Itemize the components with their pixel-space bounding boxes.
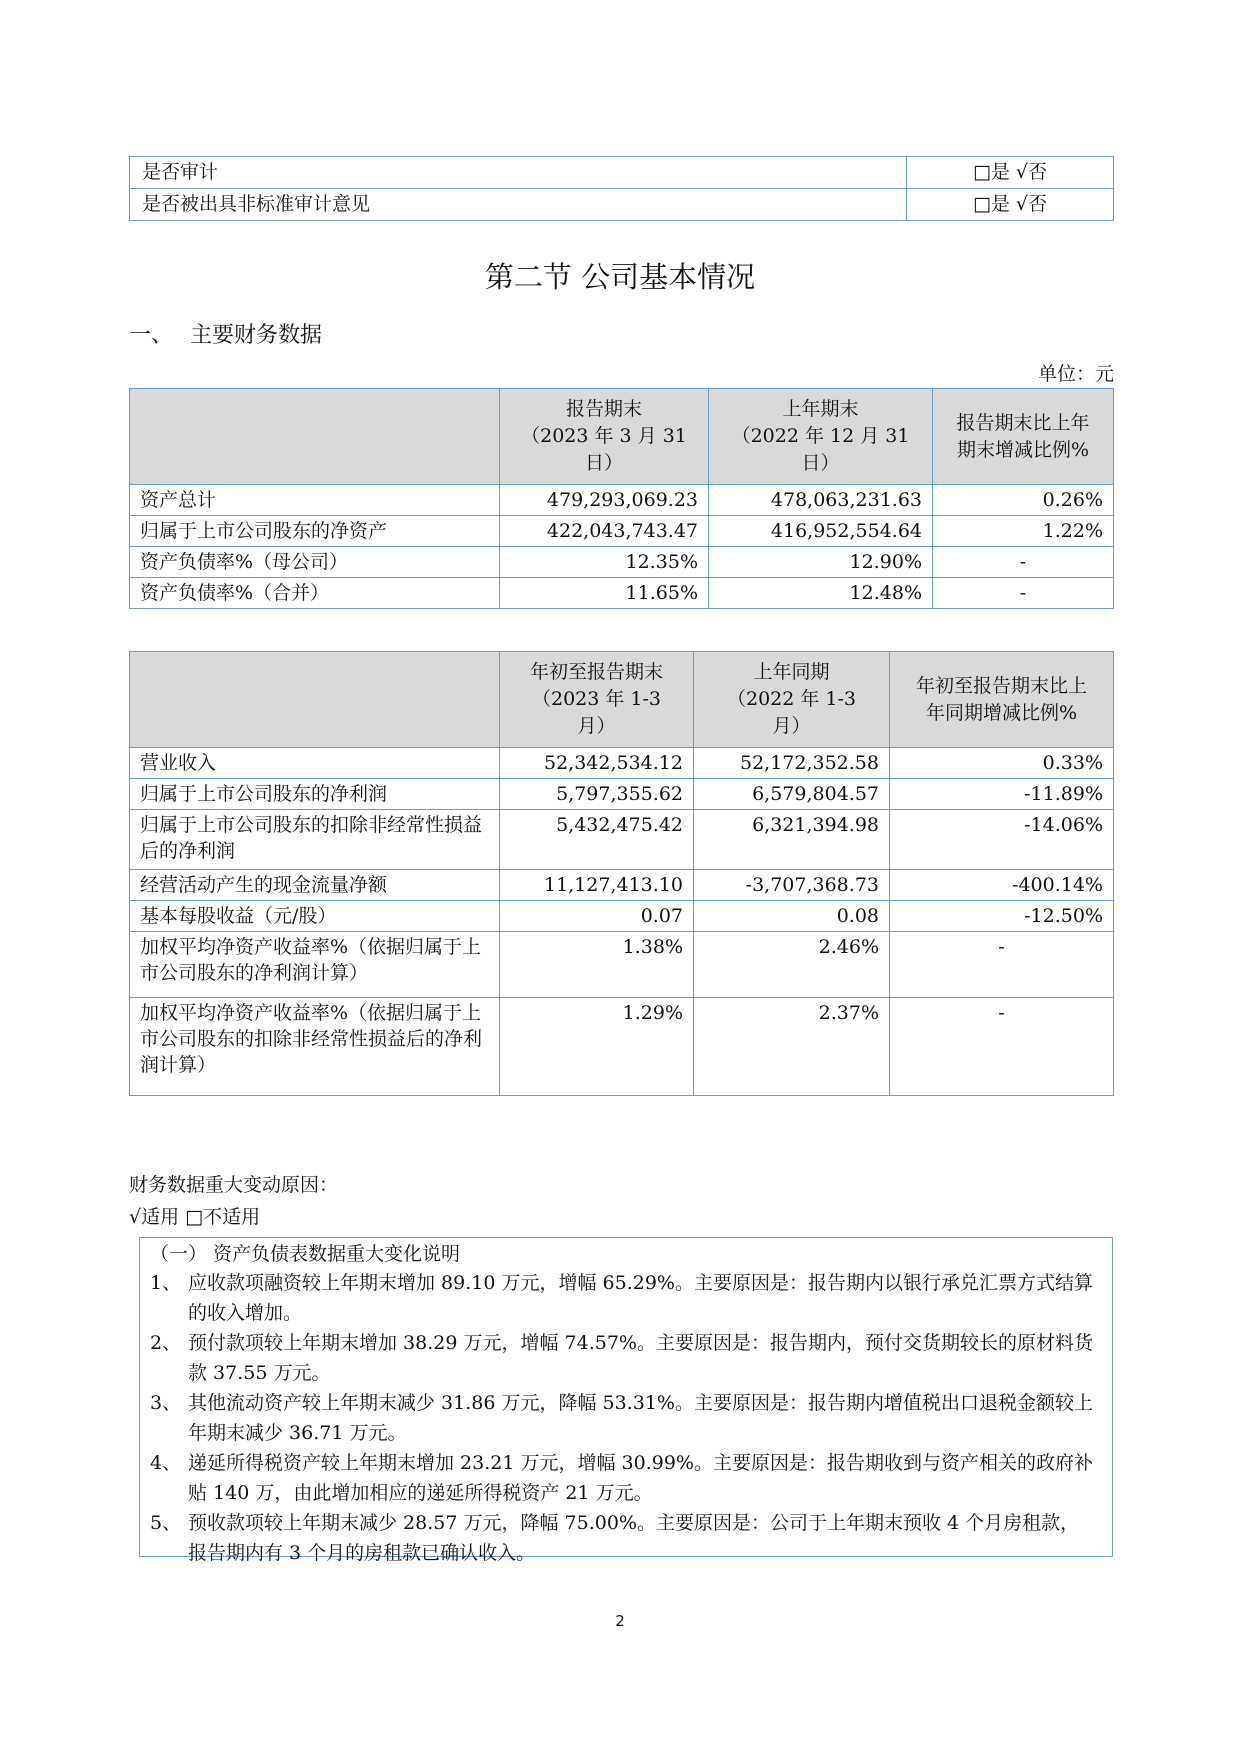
applicable-options: √适用 □不适用	[129, 1206, 261, 1228]
current-value: 12.35%	[500, 547, 709, 578]
table-row	[130, 748, 1114, 779]
list-item	[150, 1508, 1098, 1568]
table-row	[130, 485, 1114, 516]
header-cell	[709, 389, 933, 485]
header-line: 报告期末	[565, 398, 642, 420]
header-line: 年初至报告期末	[529, 661, 663, 683]
changes-explanation-box	[139, 1237, 1113, 1564]
header-line: （2022 年 12 月 31	[731, 425, 910, 447]
balance-table	[129, 388, 1114, 609]
header-cell	[694, 652, 890, 748]
table-header-row	[130, 652, 1114, 748]
current-value: 11,127,413.10	[500, 870, 694, 901]
row-label: 经营活动产生的现金流量净额	[130, 870, 500, 901]
header-blank-cell	[130, 389, 500, 485]
table-row	[130, 157, 1114, 189]
section-title: 第二节 公司基本情况	[484, 260, 756, 294]
row-label: 资产负债率%（合并）	[130, 578, 500, 609]
row-label: 归属于上市公司股东的净资产	[130, 516, 500, 547]
previous-value: -3,707,368.73	[694, 870, 890, 901]
row-label: 资产总计	[130, 485, 500, 516]
header-line: （2023 年 3 月 31	[521, 425, 687, 447]
change-value: -	[890, 998, 1114, 1096]
income-table	[129, 651, 1114, 1096]
list-item	[150, 1268, 1098, 1328]
change-value: -14.06%	[890, 810, 1114, 870]
current-value: 0.07	[500, 901, 694, 932]
subsection-number: 一、	[129, 323, 174, 348]
list-item	[150, 1388, 1098, 1448]
header-line: 上年期末	[782, 398, 859, 420]
header-line: 日）	[801, 452, 840, 474]
previous-value: 2.46%	[694, 932, 890, 998]
table-row	[130, 998, 1114, 1096]
table-header-row	[130, 389, 1114, 485]
header-line: 月）	[577, 715, 616, 737]
change-value: -	[933, 578, 1114, 609]
audit-table	[129, 156, 1114, 221]
item-text: 预收款项较上年期末减少 28.57 万元，降幅 75.00%。主要原因是：公司于上年期末预收 4 个月房租款，报告期内有 3 个月的房租款已确认收入。	[188, 1512, 1080, 1564]
header-line: 报告期末比上年	[956, 411, 1090, 434]
list-item	[150, 1448, 1098, 1508]
row-label: 加权平均净资产收益率%（依据归属于上市公司股东的扣除非经常性损益后的净利润计算）	[130, 998, 500, 1096]
header-cell	[890, 652, 1114, 748]
row-label: 归属于上市公司股东的净利润	[130, 779, 500, 810]
header-line: （2023 年 1-3	[531, 688, 662, 710]
header-blank-cell	[130, 652, 500, 748]
previous-value: 6,321,394.98	[694, 810, 890, 870]
table-row	[130, 901, 1114, 932]
previous-value: 0.08	[694, 901, 890, 932]
item-number: 1、	[150, 1272, 182, 1294]
current-value: 5,797,355.62	[500, 779, 694, 810]
current-value: 11.65%	[500, 578, 709, 609]
current-value: 1.38%	[500, 932, 694, 998]
table-row	[130, 516, 1114, 547]
audit-label: 是否被出具非标准审计意见	[130, 189, 907, 221]
page-number: 2	[615, 1612, 625, 1630]
current-value: 422,043,743.47	[500, 516, 709, 547]
header-cell	[500, 652, 694, 748]
item-text: 预付款项较上年期末增加 38.29 万元，增幅 74.57%。主要原因是：报告期内，预付交货期较长的原材料货款 37.55 万元。	[188, 1332, 1093, 1384]
change-value: -	[933, 547, 1114, 578]
previous-value: 12.48%	[709, 578, 933, 609]
item-text: 应收款项融资较上年期末增加 89.10 万元，增幅 65.29%。主要原因是：报告期内以银行承兑汇票方式结算的收入增加。	[188, 1272, 1093, 1324]
item-number: 5、	[150, 1512, 182, 1534]
item-number: 3、	[150, 1392, 182, 1414]
change-value: -11.89%	[890, 779, 1114, 810]
current-value: 479,293,069.23	[500, 485, 709, 516]
table-row	[130, 189, 1114, 221]
header-line: 年初至报告期末比上	[915, 674, 1087, 697]
header-line: 日）	[584, 452, 623, 474]
item-text: 其他流动资产较上年期末减少 31.86 万元，降幅 53.31%。主要原因是：报告期内增值税出口退税金额较上年期末减少 36.71 万元。	[188, 1392, 1093, 1444]
change-value: 0.26%	[933, 485, 1114, 516]
change-value: 0.33%	[890, 748, 1114, 779]
table-row	[130, 578, 1114, 609]
previous-value: 6,579,804.57	[694, 779, 890, 810]
change-value: -	[890, 932, 1114, 998]
item-number: 4、	[150, 1452, 182, 1474]
row-label: 加权平均净资产收益率%（依据归属于上市公司股东的净利润计算）	[130, 932, 500, 998]
changes-title: 财务数据重大变动原因：	[129, 1174, 339, 1196]
change-value: -400.14%	[890, 870, 1114, 901]
table-row	[130, 547, 1114, 578]
item-number: 2、	[150, 1332, 182, 1354]
item-text: 递延所得税资产较上年期末增加 23.21 万元，增幅 30.99%。主要原因是：报告期收到与资产相关的政府补贴 140 万，由此增加相应的递延所得税资产 21 万元。	[188, 1452, 1093, 1504]
row-label: 资产负债率%（母公司）	[130, 547, 500, 578]
header-cell	[933, 389, 1114, 485]
audit-value: □是 √否	[907, 189, 1114, 221]
row-label: 基本每股收益（元/股）	[130, 901, 500, 932]
previous-value: 12.90%	[709, 547, 933, 578]
current-value: 52,342,534.12	[500, 748, 694, 779]
row-label: 归属于上市公司股东的扣除非经常性损益后的净利润	[130, 810, 500, 870]
previous-value: 52,172,352.58	[694, 748, 890, 779]
previous-value: 478,063,231.63	[709, 485, 933, 516]
header-line: 月）	[772, 715, 811, 737]
change-value: -12.50%	[890, 901, 1114, 932]
header-line: 上年同期	[753, 661, 830, 683]
current-value: 5,432,475.42	[500, 810, 694, 870]
table-row	[130, 810, 1114, 870]
previous-value: 416,952,554.64	[709, 516, 933, 547]
header-line: 期末增减比例%	[956, 438, 1090, 461]
table-row	[130, 932, 1114, 998]
header-cell	[500, 389, 709, 485]
table-row	[130, 779, 1114, 810]
change-value: 1.22%	[933, 516, 1114, 547]
audit-value: □是 √否	[907, 157, 1114, 189]
subsection-title: 主要财务数据	[190, 323, 323, 348]
header-line: （2022 年 1-3	[726, 688, 857, 710]
current-value: 1.29%	[500, 998, 694, 1096]
audit-label: 是否审计	[130, 157, 907, 189]
previous-value: 2.37%	[694, 998, 890, 1096]
row-label: 营业收入	[130, 748, 500, 779]
unit-label: 单位：元	[1037, 363, 1114, 385]
list-item	[150, 1328, 1098, 1388]
explanation-heading: （一） 资产负债表数据重大变化说明	[150, 1243, 461, 1265]
header-line: 年同期增减比例%	[925, 701, 1078, 724]
table-row	[130, 870, 1114, 901]
